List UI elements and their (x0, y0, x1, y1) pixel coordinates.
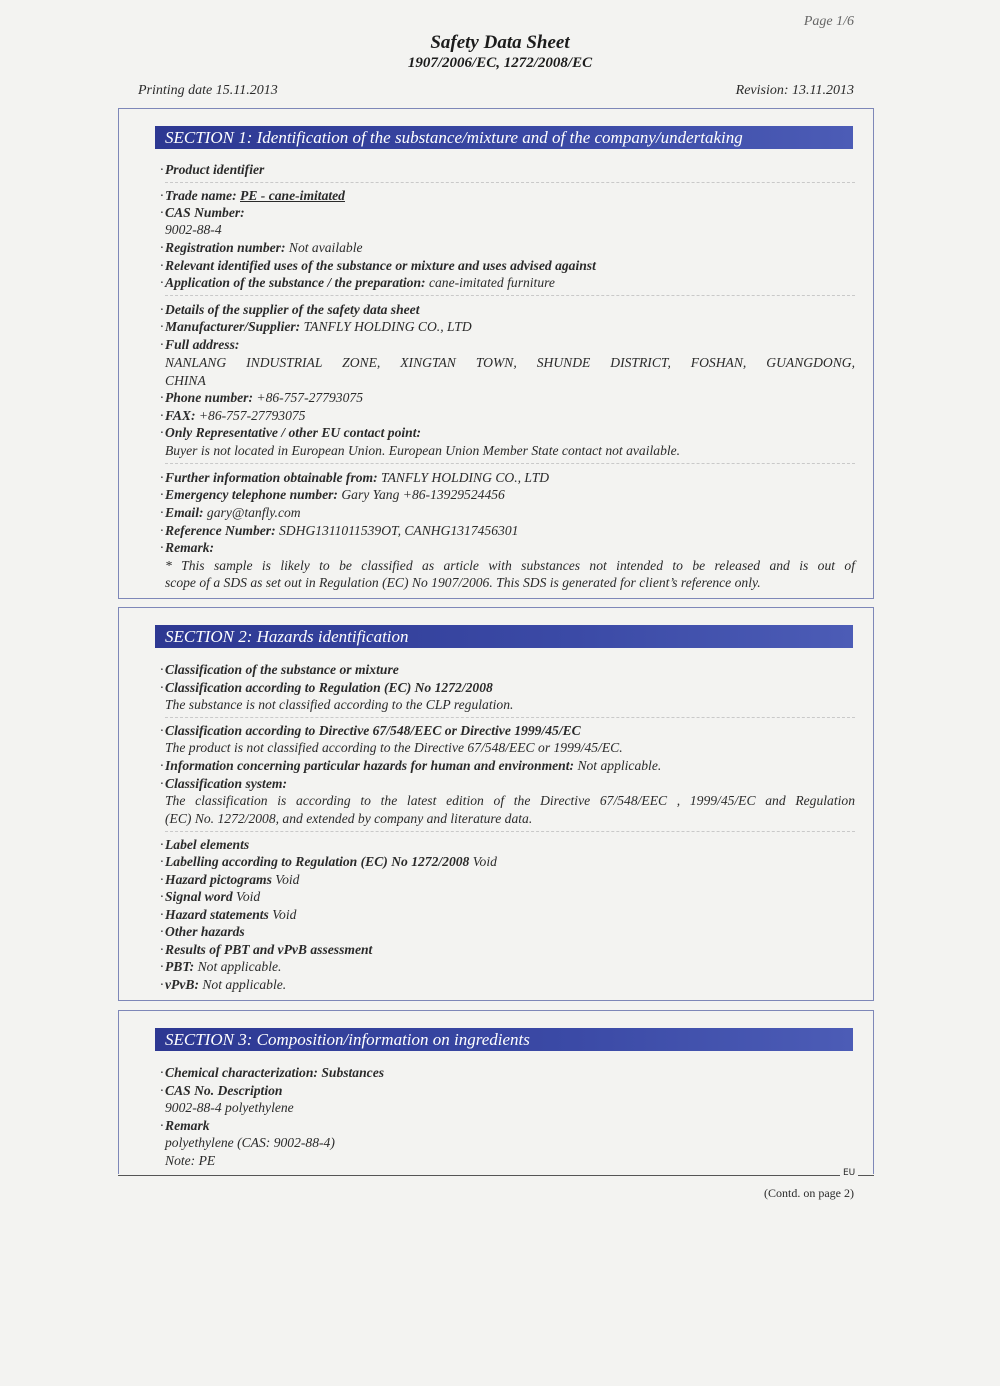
registration-number-label: Registration number: (165, 240, 286, 255)
manufacturer-label: Manufacturer/Supplier: (165, 319, 301, 334)
eu-contact-value: Buyer is not located in European Union. European Union Member State contact not available. (165, 443, 681, 458)
composition-remark-line-2: Note: PE (165, 1153, 216, 1168)
email-value: gary@tanfly.com (203, 505, 301, 520)
document-title: Safety Data Sheet (430, 32, 570, 53)
manufacturer-value: TANFLY HOLDING CO., LTD (300, 319, 472, 334)
revision-date: Revision: 13.11.2013 (735, 83, 854, 98)
labelling-label: Labelling according to Regulation (EC) No 1272/2008 (165, 854, 470, 869)
hazard-info-label: Information concerning particular hazards for human and environment: (165, 758, 575, 773)
directive-classification-value: The product is not classified according to the Directive 67/548/EEC or 1999/45/EC. (165, 740, 623, 755)
supplier-details-label: Details of the supplier of the safety data sheet (165, 302, 420, 317)
hazard-info-value: Not applicable. (574, 758, 662, 773)
vpvb-label: vPvB: (165, 977, 199, 992)
trade-name-value: PE - cane-imitated (240, 188, 345, 203)
remark-line-2: scope of a SDS as set out in Regulation (EC) No 1907/2006. This SDS is generated for client’s reference only. (165, 575, 761, 590)
chemical-characterization-label: Chemical characterization: Substances (165, 1065, 385, 1080)
classification-system-line-2: (EC) No. 1272/2008, and extended by company and literature data. (165, 811, 533, 826)
composition-remark-line-1: polyethylene (CAS: 9002-88-4) (165, 1135, 335, 1150)
signal-word-value: Void (232, 889, 261, 904)
document-regulation: 1907/2006/EC, 1272/2008/EC (407, 55, 593, 71)
application-value: cane-imitated furniture (425, 275, 555, 290)
further-info-label: Further information obtainable from: (165, 470, 378, 485)
cas-description-label: CAS No. Description (165, 1083, 283, 1098)
pbt-value: Not applicable. (194, 959, 282, 974)
cas-number-label: CAS Number: (165, 205, 245, 220)
section-3-title: SECTION 3: Composition/information on ingredients (155, 1028, 853, 1051)
full-address-label: Full address: (165, 337, 240, 352)
signal-word-label: Signal word (165, 889, 233, 904)
fax-label: FAX: (165, 408, 196, 423)
emergency-phone-value: Gary Yang +86-13929524456 (337, 487, 505, 502)
product-identifier-label: Product identifier (165, 162, 265, 177)
other-hazards-label: Other hazards (165, 924, 245, 939)
phone-value: +86-757-27793075 (253, 390, 363, 405)
clp-classification-label: Classification according to Regulation (EC) No 1272/2008 (165, 680, 493, 695)
clp-classification-value: The substance is not classified according to the CLP regulation. (165, 697, 514, 712)
remark-line-1: * This sample is likely to be classified as article with substances not intended to be released and is out of (165, 558, 855, 573)
further-info-value: TANFLY HOLDING CO., LTD (377, 470, 550, 485)
vpvb-value: Not applicable. (198, 977, 287, 992)
footer-divider-tick (858, 1175, 874, 1176)
phone-label: Phone number: (165, 390, 253, 405)
directive-classification-label: Classification according to Directive 67/548/EEC or Directive 1999/45/EC (165, 723, 581, 738)
page-number: Page 1/6 (803, 14, 854, 29)
hazard-statements-value: Void (268, 907, 297, 922)
classification-system-label: Classification system: (165, 776, 287, 791)
remark-label: Remark: (165, 540, 215, 555)
identified-uses-label: Relevant identified uses of the substance or mixture and uses advised against (165, 258, 596, 273)
section-1-content: · Product identifier · Trade name: PE - cane-imitated · CAS Number: 9002-88-4 · Registration number: Not available · Relevant identified uses of the substance or mixture and uses advised against · Application of the substance / the preparation: cane-imitated furniture · Details of the supplier of the safety data sheet · Manufacturer/Supplier: TANFLY HOLDING CO., LTD · Full address: NANLANG INDUSTRIAL ZONE, XINGTAN TOWN, SHUNDE DISTRICT, FOSHAN, GUANGDONG, CHINA · Phone number: +86-757-27793075 · FAX: +86-757-27793075 · Only Representative / other EU contact point: Buyer is not located in European Union. European Union Member State contact not available. · Further information obtainable from: TANFLY HOLDING CO., LTD · Emergency telephone number: Gary Yang +86-13929524456 · Email: gary@tanfly.com · Reference Number: SDHG1311011539OT, CANHG1317456301 · Remark: * This sample is likely to be classified as article with substances not intended to be released and is out of scope of a SDS as set out in Regulation (EC) No 1907/2006. This SDS is generated for client’s reference only. (160, 162, 855, 590)
address-line-1: NANLANG INDUSTRIAL ZONE, XINGTAN TOWN, SHUNDE DISTRICT, FOSHAN, GUANGDONG, (165, 355, 855, 370)
cas-description-value: 9002-88-4 polyethylene (165, 1100, 294, 1115)
cas-number-value: 9002-88-4 (165, 222, 222, 237)
trade-name-label: Trade name: (165, 188, 241, 203)
section-3-content: · Chemical characterization: Substances · CAS No. Description 9002-88-4 polyethylene · Remark polyethylene (CAS: 9002-88-4) Note: PE (160, 1065, 385, 1168)
eu-contact-label: Only Representative / other EU contact point: (165, 425, 422, 440)
footer-divider (118, 1175, 852, 1176)
section-2 (118, 607, 874, 1001)
fax-value: +86-757-27793075 (195, 408, 306, 423)
classification-label: Classification of the substance or mixture (165, 662, 399, 677)
registration-number-value: Not available (285, 240, 363, 255)
section-3 (118, 1010, 874, 1174)
document-title-block (0, 32, 1000, 72)
reference-number-label: Reference Number: (165, 523, 276, 538)
hazard-pictograms-value: Void (271, 872, 300, 887)
hazard-statements-label: Hazard statements (165, 907, 269, 922)
label-elements-label: Label elements (165, 837, 250, 852)
pbt-results-label: Results of PBT and vPvB assessment (165, 942, 373, 957)
section-1 (118, 108, 874, 599)
labelling-value: Void (469, 854, 497, 869)
printing-date: Printing date 15.11.2013 (138, 83, 278, 98)
pbt-label: PBT: (165, 959, 195, 974)
section-2-content: · Classification of the substance or mixture · Classification according to Regulation (EC) No 1272/2008 The substance is not classified according to the CLP regulation. · Classification according to Directive 67/548/EEC or Directive 1999/45/EC The product is not classified according to the Directive 67/548/EEC or 1999/45/EC. · Information concerning particular hazards for human and environment: Not applicable. · Classification system: The classification is according to the latest edition of the Directive 67/548/EEC , 1999/45/EC and Regulation (EC) No. 1272/2008, and extended by company and literature data. · Label elements · Labelling according to Regulation (EC) No 1272/2008 Void · Hazard pictograms Void · Signal word Void · Hazard statements Void · Other hazards · Results of PBT and vPvB assessment · PBT: Not applicable. · vPvB: Not applicable. (160, 662, 855, 992)
footer-eu-label: EU (840, 1168, 858, 1178)
application-label: Application of the substance / the preparation: (165, 275, 426, 290)
address-line-2: CHINA (165, 373, 206, 388)
continued-note: (Contd. on page 2) (764, 1186, 854, 1200)
email-label: Email: (165, 505, 204, 520)
emergency-phone-label: Emergency telephone number: (165, 487, 338, 502)
reference-number-value: SDHG1311011539OT, CANHG1317456301 (275, 523, 519, 538)
composition-remark-label: Remark (165, 1118, 210, 1133)
section-2-title: SECTION 2: Hazards identification (155, 625, 853, 648)
classification-system-line-1: The classification is according to the latest edition of the Directive 67/548/EEC , 1999/45/EC and Regulation (165, 793, 855, 808)
hazard-pictograms-label: Hazard pictograms (165, 872, 272, 887)
section-1-title: SECTION 1: Identification of the substance/mixture and of the company/undertaking (155, 126, 853, 149)
